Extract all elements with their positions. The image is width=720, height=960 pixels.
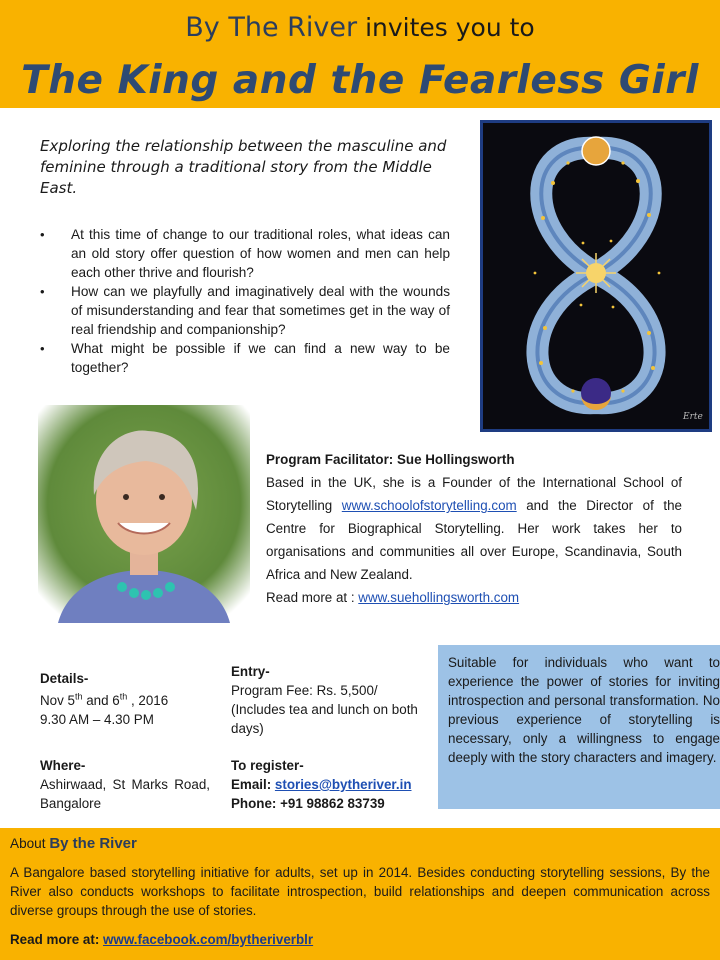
list-item: • What might be possible if we can find a new way to be together? xyxy=(40,339,450,377)
list-item: • How can we playfully and imaginatively deal with the wounds of misunderstanding and fear that sometimes get in the way of real friendship and companionship? xyxy=(40,282,450,339)
footer-org-name: By the River xyxy=(49,835,137,852)
where-heading: Where- xyxy=(40,758,86,774)
invite-suffix: invites you to xyxy=(365,13,535,42)
bio-text-part2: and the Director of the Centre for Biographical Storytelling. Her work takes her to organisations and communities all over Europe, Scandinavia, South Africa and New Zealand. xyxy=(266,498,682,582)
footer-read-more: Read more at: www.facebook.com/bytheriverblr xyxy=(10,932,314,947)
bio-text-part1: Based in the UK, she is a Founder of the International School of Storytelling xyxy=(266,475,682,513)
about-footer xyxy=(0,828,720,960)
invite-line xyxy=(0,12,720,43)
phone-text: Phone: +91 98862 83739 xyxy=(231,796,385,811)
header-org-name: By The River xyxy=(185,12,358,43)
entry-heading: Entry- xyxy=(231,664,270,679)
portrait-image xyxy=(38,405,250,623)
header-banner xyxy=(0,0,720,108)
facilitator-photo xyxy=(38,405,250,623)
artwork-signature: Erte xyxy=(683,412,703,422)
event-title: The King and the Fearless Girl xyxy=(21,58,699,103)
about-text: A Bangalore based storytelling initiative for adults, set up in 2014. Besides conducting storytelling sessions, By the River also conducts workshops to facilitate introspection, build relationships and deepen communication across diverse groups through the use of stories. xyxy=(10,865,710,918)
artwork-illustration xyxy=(483,123,709,429)
facilitator-title: Program Facilitator: Sue Hollingsworth xyxy=(266,452,515,467)
question-list xyxy=(40,225,450,377)
entry-section xyxy=(231,662,431,813)
audience-panel: Suitable for individuals who want to experience the power of stories for inviting introspection and personal transformation. No previous experience of storytelling is necessary, only a willingness to engage deeply with the story characters and imagery. xyxy=(438,645,720,809)
facilitator-bio xyxy=(266,448,682,609)
about-heading: About By the River xyxy=(10,835,137,852)
event-time: 9.30 AM – 4.30 PM xyxy=(40,712,154,728)
figure-eight-artwork xyxy=(480,120,712,432)
facebook-link[interactable]: www.facebook.com/bytheriverblr xyxy=(103,932,314,947)
fee-note: (Includes tea and lunch on both days) xyxy=(231,702,418,736)
program-fee: Program Fee: Rs. 5,500/ xyxy=(231,683,378,698)
register-heading: To register- xyxy=(231,758,304,773)
details-heading: Details- xyxy=(40,671,89,686)
email-label: Email: xyxy=(231,777,275,792)
details-section xyxy=(40,669,210,813)
intro-text: Exploring the relationship between the masculine and feminine through a traditional story from the Middle East. xyxy=(40,137,447,197)
list-item: • At this time of change to our traditional roles, what ideas can an old story offer question of how women and men can help each other thrive and flourish? xyxy=(40,225,450,282)
venue-text: Ashirwaad, St Marks Road, Bangalore xyxy=(40,777,210,812)
facilitator-website-link[interactable]: www.suehollingsworth.com xyxy=(358,590,520,605)
school-link[interactable]: www.schoolofstorytelling.com xyxy=(341,498,517,513)
email-link[interactable]: stories@bytheriver.in xyxy=(274,777,412,792)
event-date: Nov 5th and 6th , 2016 xyxy=(40,692,169,709)
read-more-label: Read more at : xyxy=(266,590,359,605)
